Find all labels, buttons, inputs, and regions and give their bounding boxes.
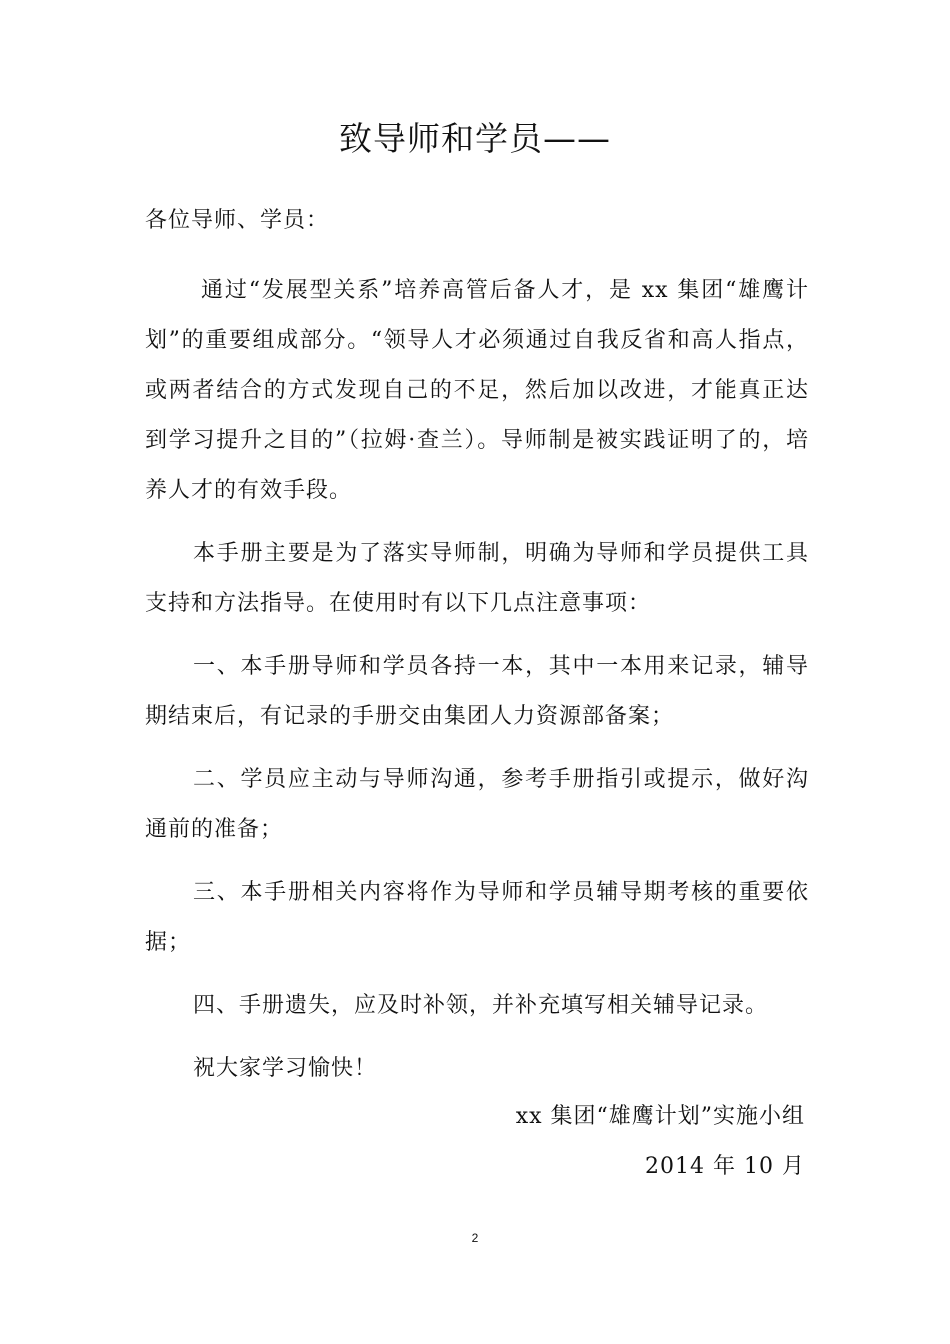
- note-item-3: 三、本手册相关内容将作为导师和学员辅导期考核的重要依据；: [145, 880, 809, 955]
- note-item-4: 四、手册遗失，应及时补领，并补充填写相关辅导记录。: [193, 993, 769, 1018]
- signature-block: [516, 1092, 805, 1192]
- intro-paragraph: 通过“发展型关系”培养高管后备人才，是 xx 集团“雄鹰计划”的重要组成部分。“领导人才必须通过自我反省和高人指点，或两者结合的方式发现自己的不足，然后加以改进，才能真正达到学习提升之目的”（拉姆·查兰）。导师制是被实践证明了的，培养人才的有效手段。: [145, 278, 809, 503]
- note-item-1: 一、本手册导师和学员各持一本，其中一本用来记录，辅导期结束后，有记录的手册交由集团人力资源部备案；: [145, 654, 809, 729]
- closing-wish: 祝大家学习愉快！: [193, 1056, 378, 1081]
- handbook-purpose-paragraph: 本手册主要是为了落实导师制，明确为导师和学员提供工具支持和方法指导。在使用时有以下几点注意事项：: [145, 541, 809, 616]
- signature-organization: xx 集团“雄鹰计划”实施小组: [515, 1104, 805, 1129]
- signature-date: 2014 年 10 月: [645, 1154, 805, 1179]
- page-title: 致导师和学员——: [339, 119, 611, 158]
- note-item-2: 二、学员应主动与导师沟通，参考手册指引或提示，做好沟通前的准备；: [145, 767, 809, 842]
- page-number: 2: [471, 1231, 479, 1245]
- greeting: 各位导师、学员：: [145, 208, 330, 233]
- letter-body: [145, 196, 809, 1094]
